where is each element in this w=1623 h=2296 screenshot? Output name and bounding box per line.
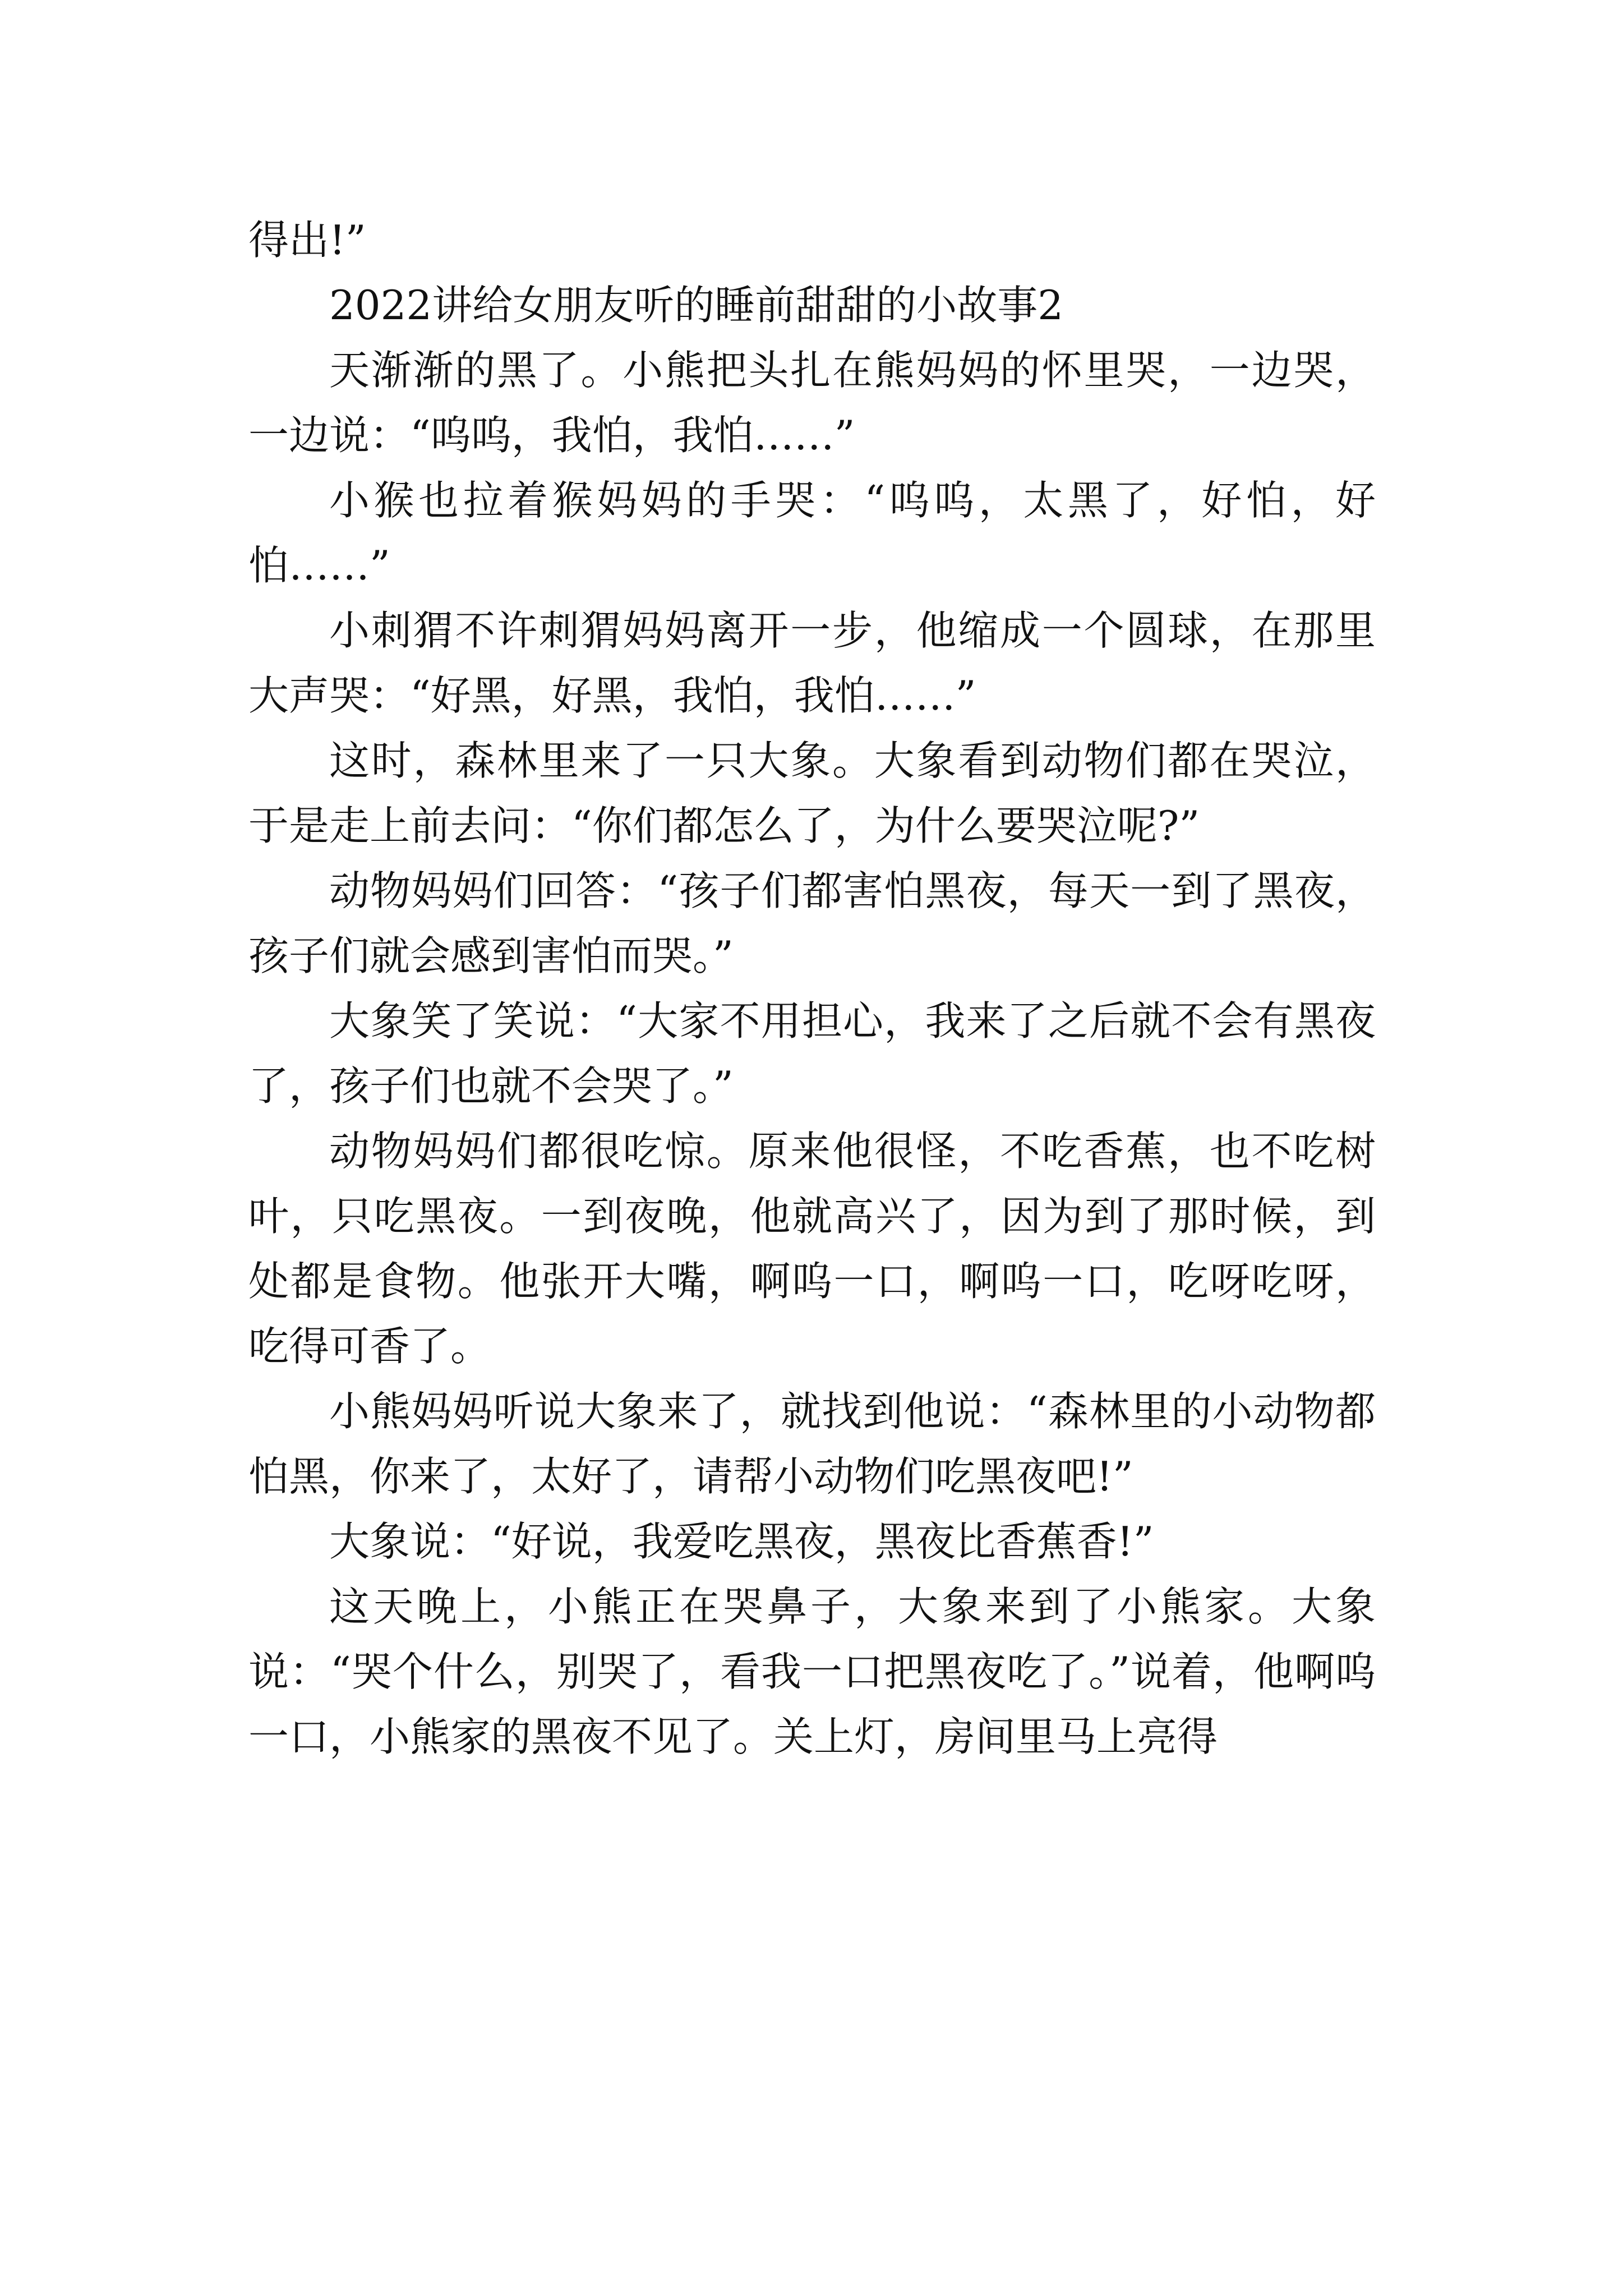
paragraph: 大象笑了笑说：“大家不用担心，我来了之后就不会有黑夜了，孩子们也就不会哭了。” bbox=[248, 997, 1376, 1110]
paragraph: 小熊妈妈听说大象来了，就找到他说：“森林里的小动物都怕黑，你来了，太好了，请帮小动物们吃黑夜吧!” bbox=[248, 1388, 1376, 1500]
paragraph-continuation: 得出!” bbox=[248, 217, 366, 264]
paragraph: 动物妈妈们都很吃惊。原来他很怪，不吃香蕉，也不吃树叶，只吃黑夜。一到夜晚，他就高兴了，因为到了那时候，到处都是食物。他张开大嘴，啊呜一口，啊呜一口，吃呀吃呀，吃得可香了。 bbox=[248, 1128, 1376, 1370]
paragraph: 小猴也拉着猴妈妈的手哭：“呜呜，太黑了，好怕，好怕……” bbox=[248, 477, 1376, 589]
paragraph: 这天晚上，小熊正在哭鼻子，大象来到了小熊家。大象说：“哭个什么，别哭了，看我一口把黑夜吃了。”说着，他啊呜一口，小熊家的黑夜不见了。关上灯，房间里马上亮得 bbox=[248, 1583, 1376, 1760]
paragraph: 天渐渐的黑了。小熊把头扎在熊妈妈的怀里哭，一边哭，一边说：“呜呜，我怕，我怕……” bbox=[248, 347, 1376, 459]
paragraph: 小刺猬不许刺猬妈妈离开一步，他缩成一个圆球，在那里大声哭：“好黑，好黑，我怕，我怕……” bbox=[248, 607, 1376, 719]
paragraph: 这时，森林里来了一只大象。大象看到动物们都在哭泣，于是走上前去问：“你们都怎么了，为什么要哭泣呢?” bbox=[248, 737, 1376, 849]
paragraph: 大象说：“好说，我爱吃黑夜，黑夜比香蕉香!” bbox=[329, 1518, 1154, 1565]
document-body bbox=[248, 208, 1376, 1769]
story-heading: 2022讲给女朋友听的睡前甜甜的小故事2 bbox=[329, 282, 1064, 329]
paragraph: 动物妈妈们回答：“孩子们都害怕黑夜，每天一到了黑夜，孩子们就会感到害怕而哭。” bbox=[248, 867, 1376, 979]
